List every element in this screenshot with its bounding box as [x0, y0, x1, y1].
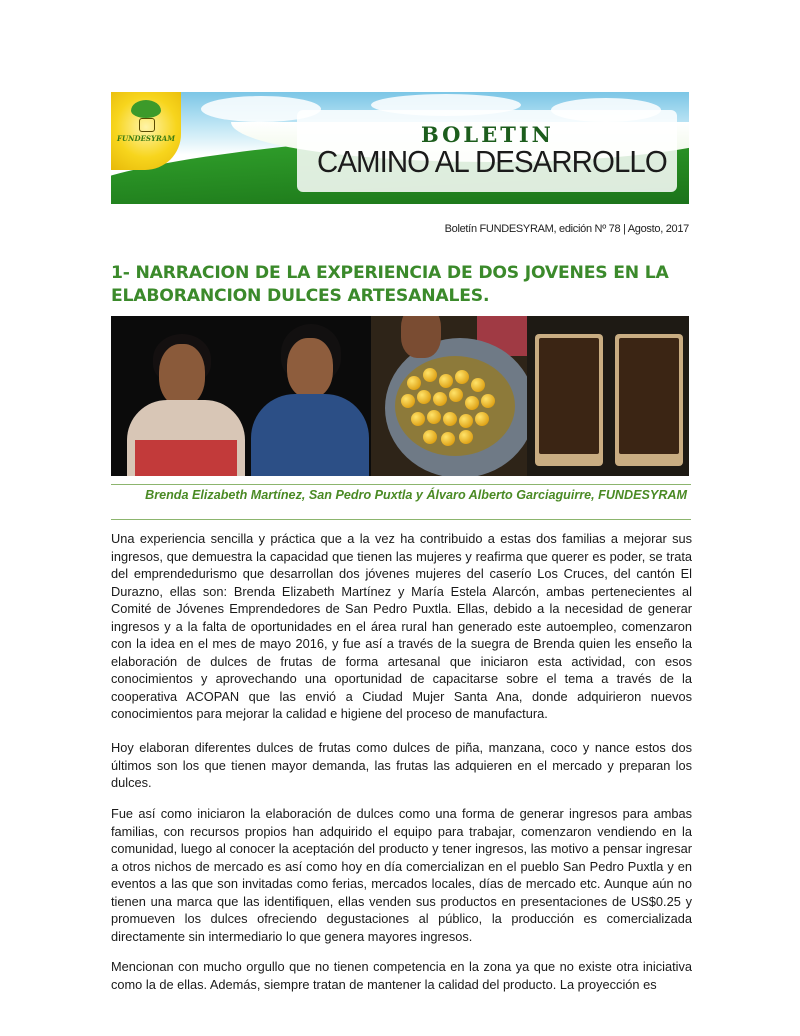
photo-caption: Brenda Elizabeth Martínez, San Pedro Puxtla y Álvaro Alberto Garciaguirre, FUNDESYRAM — [145, 488, 687, 502]
photo-detail — [159, 344, 205, 406]
newsletter-banner — [111, 92, 689, 204]
photo-detail — [481, 394, 495, 408]
photo-detail — [535, 334, 603, 466]
photo-detail — [449, 388, 463, 402]
body-paragraph: Una experiencia sencilla y práctica que a la vez ha contribuido a estas dos familias a mejorar sus ingresos, que demuestra la capacidad que tienen las mujeres y reafirma que querer es poder, se trata del emprendedurismo que desarrollan dos jóvenes mujeres del caserío Los Cruces, del cantón El Durazno, ellas son: Brenda Elizabeth Martínez y María Estela Alarcón, ambas pertenecientes al Comité de Jóvenes Emprendedores de San Pedro Puxtla. Ellas, debido a la necesidad de generar ingresos y a la falta de oportunidades en el área rural han generado este autoempleo, comenzaron con la idea en el mes de mayo 2016, y fue así a través de la suegra de Brenda quien les enseño la elaboración de dulces de frutas de forma artesanal que iniciaron esta actividad, con esos conocimientos y aprovechando una oportunidad de capacitarse sobre el tema a través de la cooperativa ACOPAN que las envió a Ciudad Mujer Santa Ana, donde adquirieron nuevos conocimientos para mejorar la calidad e higiene del proceso de manufactura. — [111, 531, 692, 721]
photo-detail — [395, 356, 515, 456]
body-paragraph: Fue así como iniciaron la elaboración de dulces como una forma de generar ingresos para ambas familias, con recursos propios han adquirido el equipo para trabajar, comenzaron vendiendo en la comunidad, luego al conocer la aceptación del producto y tener ingresos, las motivo a pensar ingresar a otros nichos de mercado es así como hoy en día comercializan en el pueblo San Pedro Puxtla y en eventos a las que son invitadas como ferias, mercados locales, días de mercado etc. Aunque aún no tienen una marca que las identifiquen, ellas venden sus productos en presentaciones de US$0.25 y promueven los dulces ofreciendo degustaciones al público, la producción es comercializada directamente sin intermediario lo que genera mayores ingresos. — [111, 806, 692, 944]
photo-two-young-women — [111, 316, 371, 476]
photo-detail — [459, 414, 473, 428]
photo-detail — [465, 396, 479, 410]
photo-detail — [401, 316, 441, 358]
edition-line: Boletín FUNDESYRAM, edición Nº 78 | Agosto, 2017 — [444, 223, 689, 235]
photo-detail — [135, 440, 237, 476]
photo-detail — [251, 394, 369, 476]
body-paragraph: Hoy elaboran diferentes dulces de frutas como dulces de piña, manzana, coco y nance estos dos últimos son los que tienen mayor demanda, las frutas las adquieren en el mercado y preparan los dulces. — [111, 740, 692, 790]
body-paragraph: Mencionan con mucho orgullo que no tienen competencia en la zona ya que no existe otra iniciativa como la de ellas. Además, siempre tratan de mantener la calidad del producto. La proyección es — [111, 959, 692, 992]
photo-detail — [427, 410, 441, 424]
photo-trays-of-sweets — [527, 316, 689, 476]
photo-detail — [455, 370, 469, 384]
caption-divider-bottom — [111, 519, 691, 520]
photo-detail — [619, 338, 679, 454]
photo-detail — [443, 412, 457, 426]
photo-detail — [459, 430, 473, 444]
article-heading: 1- NARRACION DE LA EXPERIENCIA DE DOS JOVENES EN LA ELABORANCION DULCES ARTESANALES. — [111, 263, 669, 306]
photo-detail — [401, 394, 415, 408]
photo-detail — [539, 338, 599, 454]
leaf-icon — [131, 100, 161, 118]
fundesyram-logo — [111, 92, 181, 170]
photo-detail — [423, 430, 437, 444]
banner-main-title: CAMINO AL DESARROLLO — [317, 144, 667, 179]
banner-small-title: BOLETIN — [421, 122, 554, 147]
photo-detail — [411, 412, 425, 426]
caption-divider-top — [111, 484, 691, 485]
photo-detail — [441, 432, 455, 446]
photo-detail — [433, 392, 447, 406]
photo-detail — [475, 412, 489, 426]
photo-detail — [407, 376, 421, 390]
photo-detail — [439, 374, 453, 388]
photo-detail — [423, 368, 437, 382]
photo-bowl-of-nance-fruit — [371, 316, 527, 476]
photo-detail — [471, 378, 485, 392]
photo-detail — [287, 338, 333, 398]
photo-detail — [615, 334, 683, 466]
seal-icon — [139, 118, 155, 132]
logo-text: FUNDESYRAM — [117, 134, 175, 143]
photo-detail — [417, 390, 431, 404]
